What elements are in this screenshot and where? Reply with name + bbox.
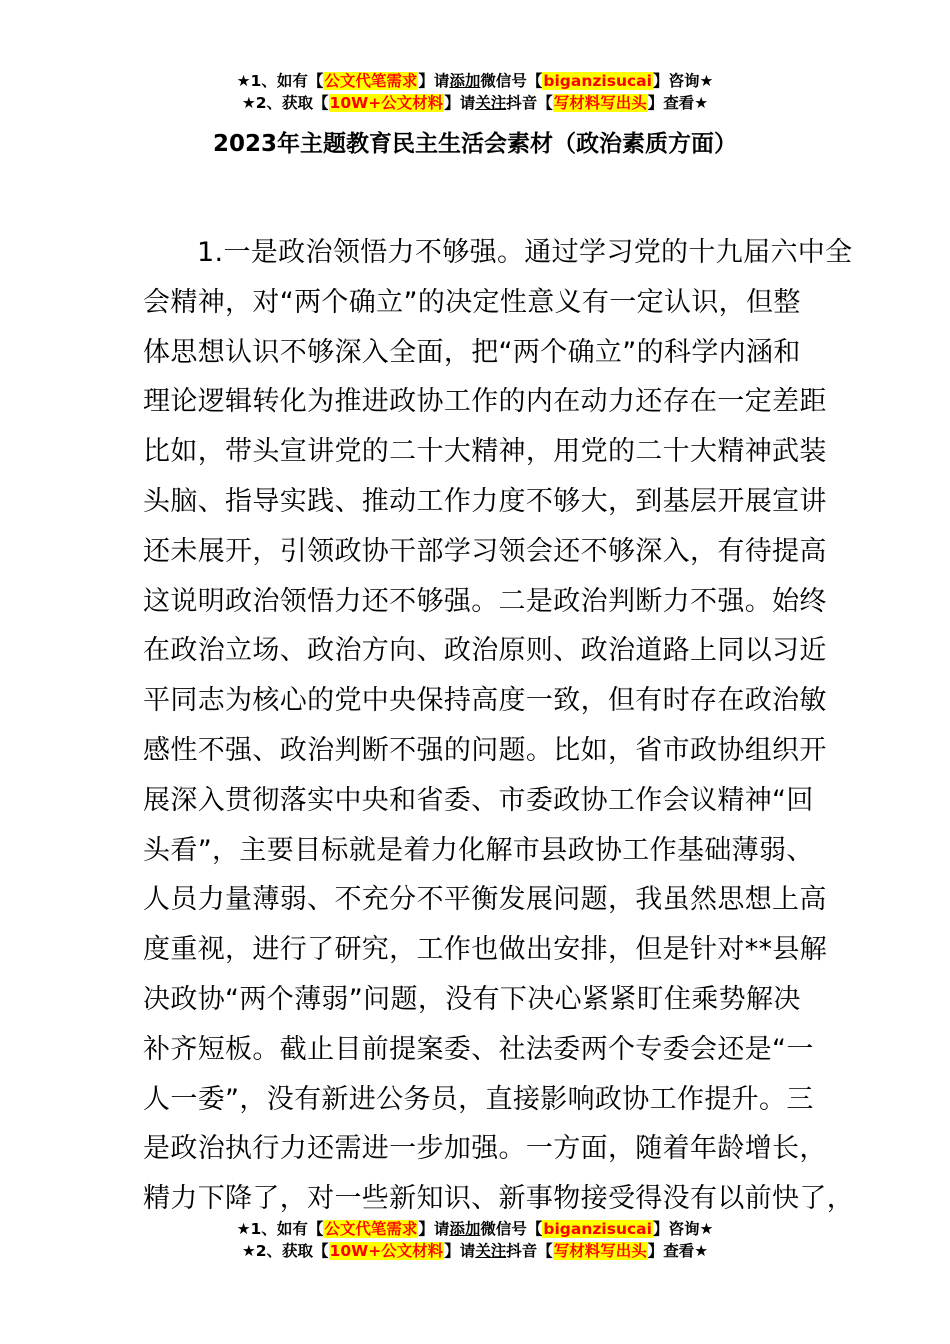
banner-underline: 添加 bbox=[449, 72, 481, 90]
banner-text: 微信号【 bbox=[480, 1220, 543, 1238]
banner-text: ★1、如有【 bbox=[236, 1220, 324, 1238]
document-title: 2023年主题教育民主生活会素材（政治素质方面） bbox=[212, 131, 737, 157]
banner-text: 】请 bbox=[444, 94, 476, 112]
banner-text: 】查看★ bbox=[647, 94, 709, 112]
body-line: 头看”，主要目标就是着力化解市县政协工作基础薄弱、 bbox=[143, 834, 814, 866]
banner-text: 抖音【 bbox=[506, 94, 553, 112]
banner-text: 】咨询★ bbox=[652, 72, 714, 90]
body-line: 人员力量薄弱、不充分不平衡发展问题，我虽然思想上高 bbox=[143, 884, 827, 916]
body-line: 1.一是政治领悟力不够强。通过学习党的十九届六中全 bbox=[197, 237, 853, 268]
banner-text: 微信号【 bbox=[480, 72, 543, 90]
banner-text: 】请 bbox=[418, 1220, 450, 1238]
banner-text: ★2、获取【 bbox=[241, 1242, 329, 1260]
banner-text: 抖音【 bbox=[506, 1242, 553, 1260]
banner-text: 】请 bbox=[444, 1242, 476, 1260]
banner-highlight-materials: 10W+公文材料 bbox=[329, 94, 444, 112]
body-line: 比如，带头宣讲党的二十大精神，用党的二十大精神武装 bbox=[143, 436, 827, 468]
body-line: 精力下降了，对一些新知识、新事物接受得没有以前快了， bbox=[143, 1183, 855, 1215]
banner-underline: 关注 bbox=[475, 1242, 507, 1260]
body-line: 决政协“两个薄弱”问题，没有下决心紧紧盯住乘势解决 bbox=[143, 983, 801, 1015]
body-line: 这说明政治领悟力还不够强。二是政治判断力不强。始终 bbox=[143, 585, 827, 617]
body-line: 补齐短板。截止目前提案委、社法委两个专委会还是“一 bbox=[143, 1033, 814, 1065]
body-line: 在政治立场、政治方向、政治原则、政治道路上同以习近 bbox=[143, 635, 827, 667]
banner-underline: 添加 bbox=[449, 1220, 481, 1238]
banner-text: ★2、获取【 bbox=[241, 94, 329, 112]
body-line: 体思想认识不够深入全面，把“两个确立”的科学内涵和 bbox=[143, 336, 801, 368]
body-line: 会精神，对“两个确立”的决定性意义有一定认识，但整 bbox=[143, 286, 801, 318]
banner-highlight-service: 公文代笔需求 bbox=[324, 1220, 418, 1238]
banner-highlight-wechat-id: biganzisucai bbox=[543, 1220, 652, 1238]
body-line: 还未展开，引领政协干部学习领会还不够深入，有待提高 bbox=[143, 535, 827, 567]
body-line: 理论逻辑转化为推进政协工作的内在动力还存在一定差距 bbox=[143, 386, 827, 418]
banner-underline: 关注 bbox=[475, 94, 507, 112]
banner-highlight-wechat-id: biganzisucai bbox=[543, 72, 652, 90]
body-line: 平同志为核心的党中央保持高度一致，但有时存在政治敏 bbox=[143, 685, 827, 717]
banner-text: ★1、如有【 bbox=[236, 72, 324, 90]
banner-line-2 bbox=[0, 92, 950, 114]
banner-text: 】咨询★ bbox=[652, 1220, 714, 1238]
document-body bbox=[143, 228, 855, 1224]
header-ad-banner bbox=[0, 70, 950, 114]
body-line: 是政治执行力还需进一步加强。一方面，随着年龄增长， bbox=[143, 1133, 827, 1165]
banner-highlight-materials: 10W+公文材料 bbox=[329, 1242, 444, 1260]
banner-line-2 bbox=[0, 1240, 950, 1262]
banner-text: 】请 bbox=[418, 72, 450, 90]
body-line: 人一委”，没有新进公务员，直接影响政协工作提升。三 bbox=[143, 1083, 814, 1115]
banner-line-1 bbox=[0, 1218, 950, 1240]
body-line: 展深入贯彻落实中央和省委、市委政协工作会议精神“回 bbox=[143, 784, 814, 816]
banner-highlight-douyin: 写材料写出头 bbox=[553, 1242, 647, 1260]
body-line: 感性不强、政治判断不强的问题。比如，省市政协组织开 bbox=[143, 734, 827, 766]
banner-line-1 bbox=[0, 70, 950, 92]
body-line: 头脑、指导实践、推动工作力度不够大，到基层开展宣讲 bbox=[143, 485, 827, 517]
footer-ad-banner bbox=[0, 1218, 950, 1262]
banner-highlight-douyin: 写材料写出头 bbox=[553, 94, 647, 112]
banner-highlight-service: 公文代笔需求 bbox=[324, 72, 418, 90]
body-line: 度重视，进行了研究，工作也做出安排，但是针对**县解 bbox=[143, 934, 828, 966]
banner-text: 】查看★ bbox=[647, 1242, 709, 1260]
